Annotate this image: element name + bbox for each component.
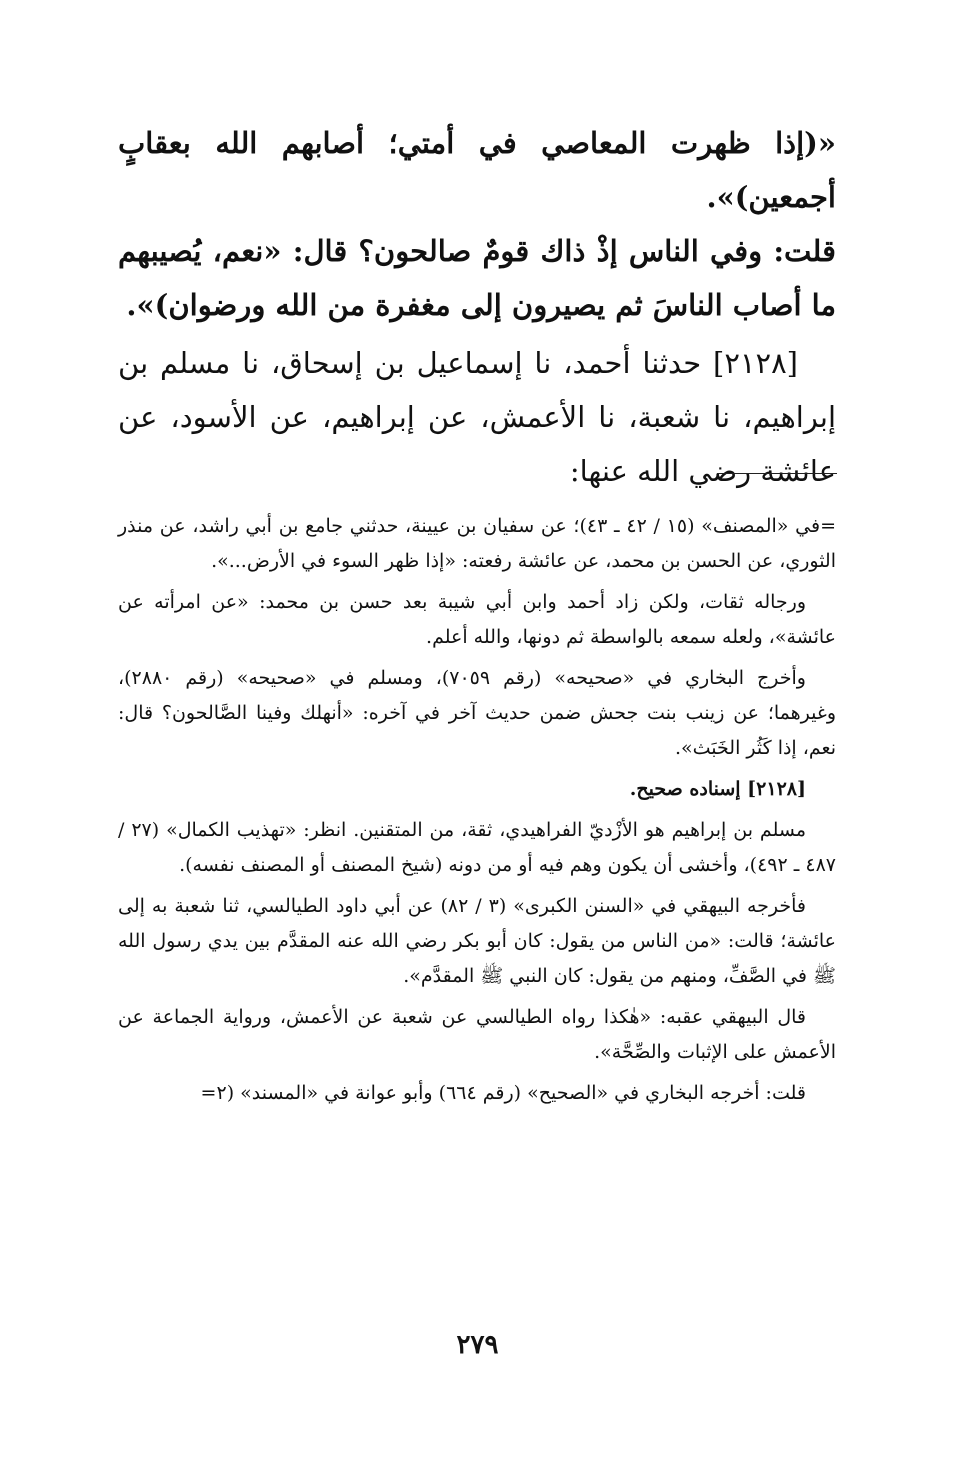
- footnote-paragraph: ورجاله ثقات، ولكن زاد أحمد وابن أبي شيبة بعد حسن بن محمد: «عن امرأته عن عائشة»، ولعله سمعه بالواسطة ثم دونها، والله أعلم.: [118, 591, 836, 648]
- quote-line-2: قلت: وفي الناس إذْ ذاك قومٌ صالحون؟ قال: «نعم، يُصيبهم ما أصاب الناسَ ثم يصيرون إلى مغفرة من الله ورضوان)».: [118, 234, 836, 322]
- footnote-paragraph: فأخرجه البيهقي في «السنن الكبرى» (٣ / ٨٢) عن أبي داود الطيالسي، ثنا شعبة به إلى عائشة؛ قالت: «من الناس من يقول: كان أبو بكر رضي الله عنه المقدَّم بين يدي رسول الله ﷺ في الصَّفِّ، ومنهم من يقول: كان النبي ﷺ المقدَّم».: [118, 895, 836, 987]
- footnote-heading: [٢١٢٨] إسناده صحيح.: [629, 778, 806, 800]
- footnote-paragraph: =في «المصنف» (١٥ / ٤٢ ـ ٤٣)؛ عن سفيان بن عيينة، حدثني جامع بن أبي راشد، عن منذر الثوري، عن الحسن بن محمد، عن عائشة رفعته: «إذا ظهر السوء في الأرض...».: [118, 515, 837, 572]
- hadith-2128: [٢١٢٨] حدثنا أحمد، نا إسماعيل بن إسحاق، نا مسلم بن إبراهيم، نا شعبة، نا الأعمش، عن إبراهيم، عن الأسود، عن عائشة رضي الله عنها:: [118, 346, 836, 488]
- footnote-paragraph: قال البيهقي عقبه: «هٰكذا رواه الطيالسي عن شعبة عن الأعمش، ورواية الجماعة عن الأعمش على الإثبات والصِّحَّة».: [118, 1006, 836, 1063]
- page-number: ٢٧٩: [456, 1330, 499, 1360]
- main-text: [118, 116, 836, 498]
- footnote-paragraph: قلت: أخرجه البخاري في «الصحيح» (رقم ٦٦٤) وأبو عوانة في «المسند» (٢=: [200, 1082, 806, 1104]
- footnote-separator: [717, 473, 837, 474]
- quote-line-1: «(إذا ظهرت المعاصي في أمتي؛ أصابهم الله بعقابٍ أجمعين)».: [118, 126, 836, 214]
- footnote-paragraph: مسلم بن إبراهيم هو الأزْديّ الفراهيدي، ثقة، من المتقنين. انظر: «تهذيب الكمال» (٢٧ / ٤٨٧ ـ ٤٩٢)، وأخشى أن يكون وهم فيه أو من دونه (شيخ المصنف أو المصنف نفسه).: [118, 819, 836, 876]
- footnote-paragraph: وأخرج البخاري في «صحيحه» (رقم ٧٠٥٩)، ومسلم في «صحيحه» (رقم ٢٨٨٠)، وغيرهما؛ عن زينب بنت جحش ضمن حديث آخر في آخره: «أنهلك وفينا الصَّالحون؟ قال: نعم، إذا كَثُر الخَبَث».: [118, 667, 836, 759]
- footnotes: [118, 509, 836, 1117]
